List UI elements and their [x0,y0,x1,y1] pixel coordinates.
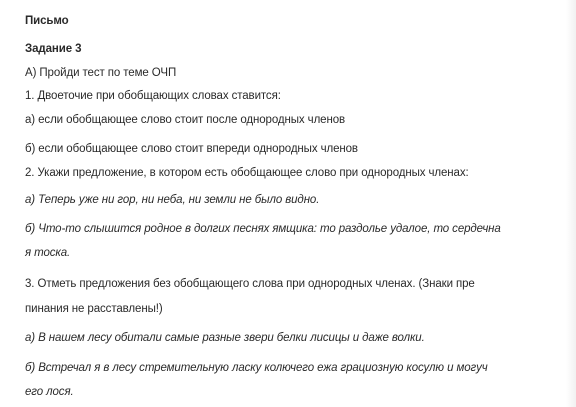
question-3-option-b-line-1: б) Встречал я в лесу стремительную ласку колючего ежа грациозную косулю и могуч [25,362,488,374]
question-3-line-1: 3. Отметь предложения без обобщающего слова при однородных членах. (Знаки пре [25,278,475,290]
task-title: Задание 3 [25,43,82,55]
question-3-line-2: пинания не расставлены!) [25,303,163,315]
question-1-option-b: б) если обобщающее слово стоит впереди однородных членов [25,143,358,155]
question-2-option-b-line-1: б) Что-то слышится родное в долгих песнях ямщика: то раздолье удалое, то сердечна [25,223,501,235]
question-1-option-a: а) если обобщающее слово стоит после однородных членов [25,114,346,126]
question-2: 2. Укажи предложение, в котором есть обобщающее слово при однородных членах: [25,167,469,179]
page-edge-shadow [566,0,576,407]
task-intro: А) Пройди тест по теме ОЧП [25,67,177,79]
question-2-option-a: а) Теперь уже ни гор, ни неба, ни земли не было видно. [25,194,320,206]
question-3-option-b-line-2: его лося. [25,386,74,398]
document-heading: Письмо [25,15,69,27]
question-1: 1. Двоеточие при обобщающих словах ставится: [25,90,281,102]
question-3-option-a: а) В нашем лесу обитали самые разные звери белки лисицы и даже волки. [25,332,425,344]
question-2-option-b-line-2: я тоска. [25,247,71,259]
